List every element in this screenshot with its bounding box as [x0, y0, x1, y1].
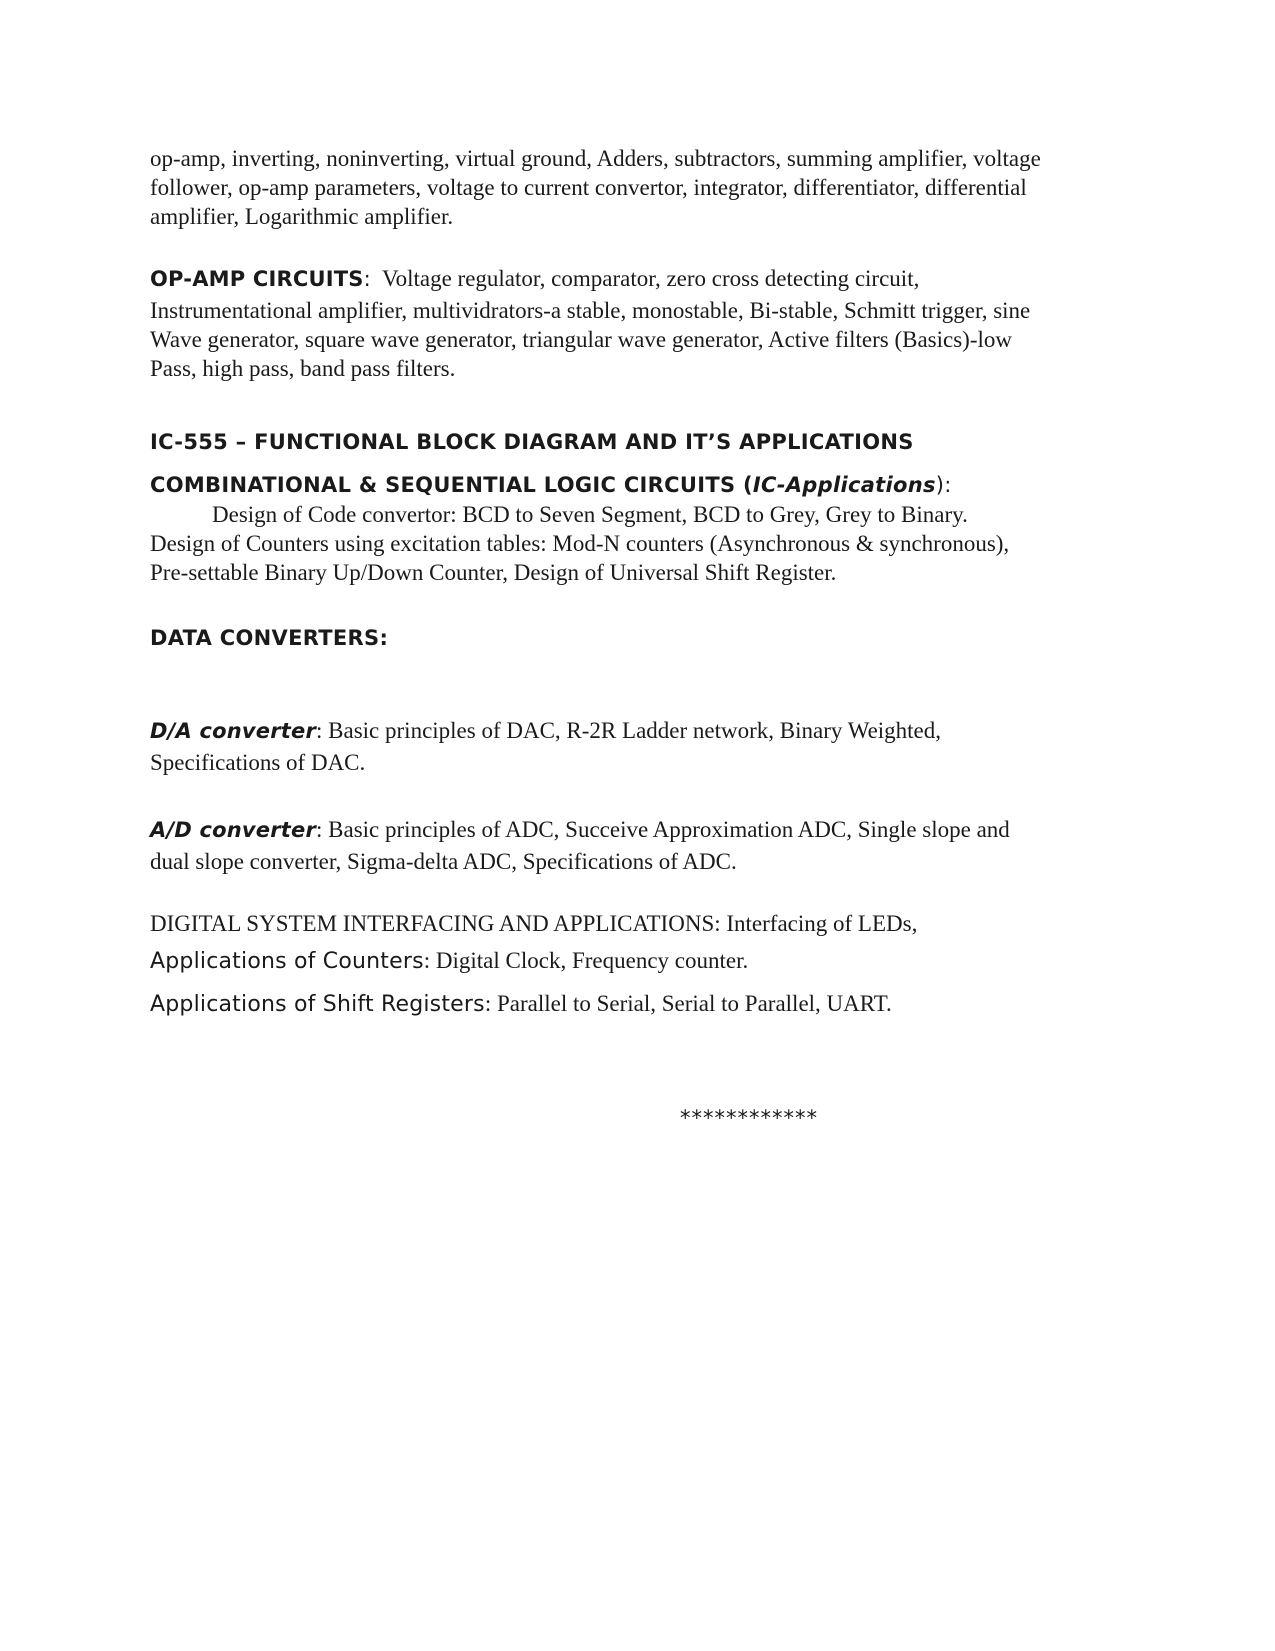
shift-registers-line: [150, 982, 1130, 1027]
shift-registers-text: : Parallel to Serial, Serial to Parallel, UART.: [484, 991, 892, 1016]
opamp-sep: :: [363, 267, 371, 291]
da-converter-section: [150, 714, 1130, 777]
counters-line: [150, 941, 1130, 982]
da-converter-label: D/A converter: [150, 719, 317, 743]
opamp-line: Instrumentational amplifier, multividrators-a stable, monostable, Bi-stable, Schmitt trigger, sine: [150, 298, 1031, 323]
intro-paragraph: [150, 144, 1130, 231]
ad-lead-text: : Basic principles of ADC, Succeive Approximation ADC, Single slope and: [316, 817, 1010, 842]
opamp-line: Pass, high pass, band pass filters.: [150, 356, 456, 381]
opamp-circuits-heading: OP-AMP CIRCUITS: [150, 267, 364, 291]
digital-system-line: DIGITAL SYSTEM INTERFACING AND APPLICATIONS: Interfacing of LEDs,: [150, 911, 918, 936]
intro-line: op-amp, inverting, noninverting, virtual ground, Adders, subtractors, summing amplifier, voltage: [150, 146, 1041, 171]
ad-lead-line: [150, 813, 1130, 847]
opamp-lead-line: [150, 262, 1130, 296]
da-lead-text: : Basic principles of DAC, R-2R Ladder network, Binary Weighted,: [316, 718, 942, 743]
da-line: Specifications of DAC.: [150, 750, 366, 775]
combinational-line: Pre-settable Binary Up/Down Counter, Design of Universal Shift Register.: [150, 560, 837, 585]
intro-line: amplifier, Logarithmic amplifier.: [150, 204, 454, 229]
combinational-line: Design of Code convertor: BCD to Seven Segment, BCD to Grey, Grey to Binary.: [212, 502, 968, 527]
counters-label: Applications of Counters: [150, 949, 424, 974]
opamp-line: Wave generator, square wave generator, triangular wave generator, Active filters (Basics)-low: [150, 327, 1012, 352]
opamp-lead-text: Voltage regulator, comparator, zero cross detecting circuit,: [381, 266, 920, 291]
end-marker: ************: [680, 1106, 818, 1130]
combinational-line: Design of Counters using excitation tables: Mod-N counters (Asynchronous & synchronous),: [150, 531, 1010, 556]
combinational-heading-italic: IC-Applications: [752, 473, 936, 497]
ic555-heading: IC-555 – FUNCTIONAL BLOCK DIAGRAM AND IT’S APPLICATIONS: [150, 430, 914, 454]
combinational-heading-end: ):: [935, 473, 952, 497]
counters-text: : Digital Clock, Frequency counter.: [423, 948, 749, 973]
opamp-circuits-section: [150, 262, 1130, 383]
data-converters-heading: DATA CONVERTERS:: [150, 626, 389, 650]
ad-converter-label: A/D converter: [150, 818, 317, 842]
combinational-heading-main: COMBINATIONAL & SEQUENTIAL LOGIC CIRCUITS (: [150, 473, 753, 497]
ad-converter-section: [150, 813, 1130, 876]
ad-line: dual slope converter, Sigma-delta ADC, Specifications of ADC.: [150, 849, 737, 874]
digital-system-section: [150, 907, 1130, 1027]
shift-registers-label: Applications of Shift Registers: [150, 992, 485, 1017]
da-lead-line: [150, 714, 1130, 748]
combinational-paragraph: [150, 500, 1130, 587]
intro-line: follower, op-amp parameters, voltage to current convertor, integrator, differentiator, differential: [150, 175, 1027, 200]
